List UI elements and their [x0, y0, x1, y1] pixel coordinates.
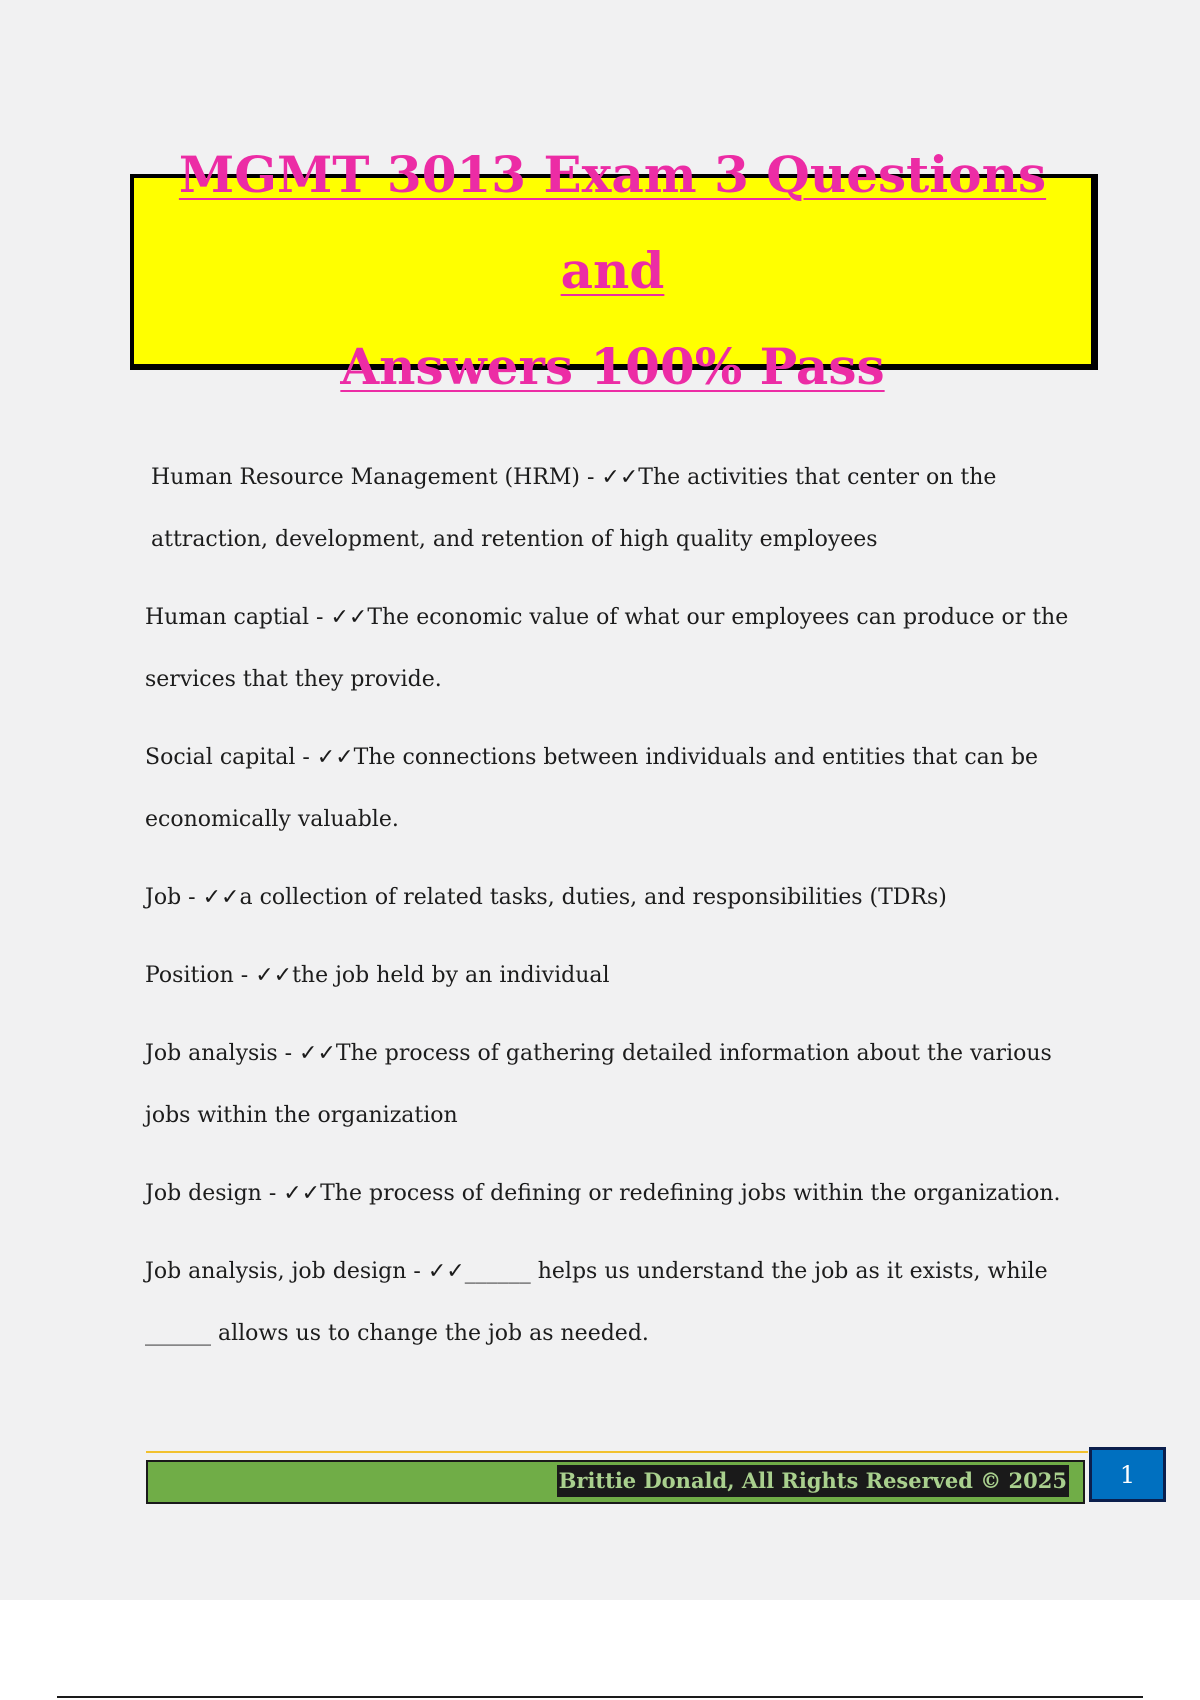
entry-definition: the job held by an individual — [292, 963, 610, 988]
entry-term: Job analysis, job design — [145, 1259, 407, 1284]
entry-definition: ______ helps us understand the job as it exists, while ______ allows us to change the job as needed. — [145, 1259, 1048, 1346]
page-bottom-divider — [57, 1696, 1143, 1698]
entry-definition: The process of defining or redefining jobs within the organization. — [320, 1181, 1061, 1206]
entry-term: Human captial — [145, 605, 310, 630]
entry-definition: a collection of related tasks, duties, and responsibilities (TDRs) — [239, 885, 947, 910]
flashcard-entry: Job design - ✓✓The process of defining or redefining jobs within the organization. — [145, 1181, 1061, 1206]
flashcard-list — [145, 447, 1075, 1381]
entry-term: Human Resource Management (HRM) — [151, 465, 580, 490]
flashcard-entry: Social capital - ✓✓The connections between individuals and entities that can be economically valuable. — [145, 745, 1039, 832]
check-marks-icon: ✓✓ — [255, 963, 293, 988]
check-marks-icon: ✓✓ — [299, 1041, 336, 1066]
check-marks-icon: ✓✓ — [316, 745, 354, 770]
flashcard-entry: Human Resource Management (HRM) - ✓✓The activities that center on the attraction, development, and retention of high quality employees — [151, 465, 997, 552]
entry-definition: The economic value of what our employees can produce or the services that they provide. — [145, 605, 1069, 692]
footer-divider — [146, 1451, 1088, 1453]
entry-definition: The process of gathering detailed information about the various jobs within the organization — [145, 1041, 1052, 1128]
title-banner — [130, 145, 1098, 396]
footer-bar — [146, 1460, 1085, 1504]
page-number: 1 — [1119, 1460, 1136, 1489]
check-marks-icon: ✓✓ — [202, 885, 240, 910]
check-marks-icon: ✓✓ — [427, 1259, 465, 1284]
entry-definition: The activities that center on the attraction, development, and retention of high quality employees — [151, 465, 997, 552]
entry-term: Job analysis — [145, 1041, 278, 1066]
entry-term: Job design — [145, 1181, 262, 1206]
entry-term: Social capital — [145, 745, 296, 770]
check-marks-icon: ✓✓ — [330, 605, 368, 630]
check-marks-icon: ✓✓ — [601, 465, 639, 490]
check-marks-icon: ✓✓ — [283, 1181, 321, 1206]
page-number-box — [1089, 1447, 1166, 1502]
flashcard-entry: Job analysis - ✓✓The process of gathering detailed information about the various jobs within the organization — [145, 1041, 1052, 1128]
entry-term: Job — [145, 885, 182, 910]
entry-term: Position — [145, 963, 234, 988]
title-line-2: Answers 100% Pass — [340, 337, 885, 396]
copyright-notice: Brittie Donald, All Rights Reserved © 2025 — [557, 1465, 1069, 1497]
entry-definition: The connections between individuals and entities that can be economically valuable. — [145, 745, 1039, 832]
flashcard-entry: Job analysis, job design - ✓✓______ helps us understand the job as it exists, while ______ allows us to change the job as needed. — [145, 1259, 1048, 1346]
flashcard-entry: Human captial - ✓✓The economic value of what our employees can produce or the services that they provide. — [145, 605, 1069, 692]
flashcard-entry: Job - ✓✓a collection of related tasks, duties, and responsibilities (TDRs) — [145, 885, 947, 910]
document-title — [134, 127, 1091, 415]
flashcard-entry: Position - ✓✓the job held by an individual — [145, 963, 610, 988]
title-line-1: MGMT 3013 Exam 3 Questions and — [178, 145, 1047, 300]
